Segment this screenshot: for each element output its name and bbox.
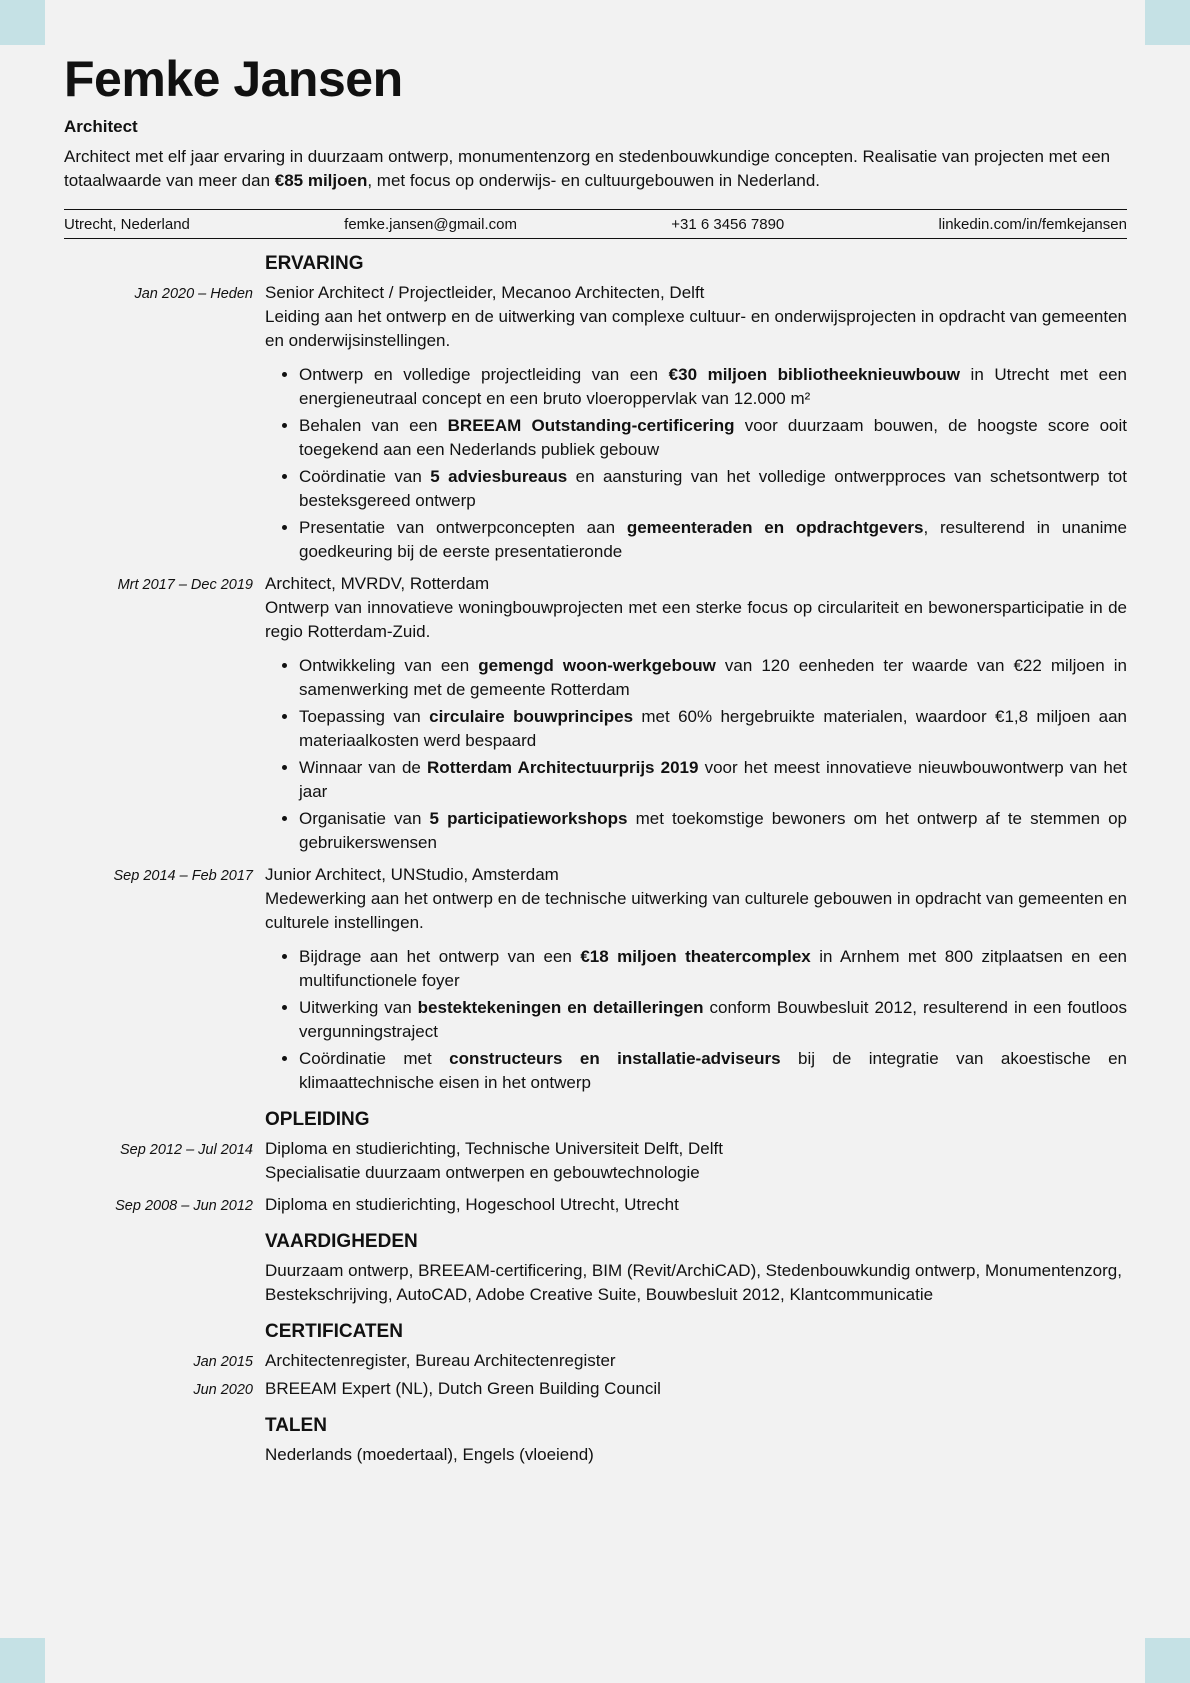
skills-text: Duurzaam ontwerp, BREEAM-certificering, BIM (Revit/ArchiCAD), Stedenbouwkundig ontwerp, Monumentenzorg, Bestekschrijving, AutoCAD, Adobe Creative Suite, Bouwbesluit 2012, Klantcommunicatie	[265, 1261, 1122, 1304]
experience-bullet	[299, 516, 1127, 564]
bullet-text: bij de integratie van akoestische en klimaattechnische eisen in het ontwerp	[299, 1049, 1127, 1092]
bullet-text: en aansturing van het volledige ontwerpproces van schetsontwerp tot besteksgereed ontwerp	[299, 467, 1127, 510]
experience-date: Mrt 2017 – Dec 2019	[117, 577, 253, 593]
section-title-skills: VAARDIGHEDEN	[265, 1231, 418, 1252]
education-list	[64, 1137, 1127, 1217]
experience-bullet	[299, 1047, 1127, 1095]
experience-bullet	[299, 705, 1127, 753]
job-title: Architect	[64, 117, 138, 136]
experience-bullet	[299, 654, 1127, 702]
certificate-entry	[64, 1349, 1127, 1373]
education-title: Diploma en studierichting, Hogeschool Utrecht, Utrecht	[265, 1195, 679, 1214]
experience-entry	[64, 572, 1127, 855]
section-title-education: OPLEIDING	[265, 1109, 370, 1130]
bullet-text: Coördinatie met	[299, 1049, 450, 1068]
certificate-entry	[64, 1377, 1127, 1401]
bullet-text: Organisatie van	[299, 809, 430, 828]
experience-list	[64, 281, 1127, 1095]
contact-bar	[64, 209, 1127, 239]
section-title-experience: ERVARING	[265, 253, 364, 274]
education-entry	[64, 1137, 1127, 1185]
bullet-highlight: 5 adviesbureaus	[430, 467, 568, 486]
bullet-highlight: 5 participatieworkshops	[429, 809, 628, 828]
education-title: Diploma en studierichting, Technische Universiteit Delft, Delft	[265, 1139, 723, 1158]
experience-role: Junior Architect, UNStudio, Amsterdam	[265, 865, 559, 884]
bullet-text: conform Bouwbesluit 2012, resulterend in een foutloos vergunningstraject	[299, 998, 1127, 1041]
bullet-highlight: BREEAM Outstanding-certificering	[447, 416, 735, 435]
education-date: Sep 2012 – Jul 2014	[119, 1142, 253, 1158]
corner-decoration-top-left	[0, 0, 45, 45]
education-date: Sep 2008 – Jun 2012	[115, 1198, 253, 1214]
bullet-text: Ontwikkeling van een	[299, 656, 479, 675]
bullet-highlight: bestektekeningen en detailleringen	[417, 998, 704, 1017]
certificates-list	[64, 1349, 1127, 1401]
bullet-text: Winnaar van de	[299, 758, 428, 777]
bullet-highlight: Rotterdam Architectuurprijs 2019	[427, 758, 699, 777]
bullet-text: voor duurzaam bouwen, de hoogste score ooit toegekend aan een Nederlands publiek gebouw	[299, 416, 1127, 459]
education-entry	[64, 1193, 1127, 1217]
contact-linkedin[interactable]: linkedin.com/in/femkejansen	[938, 216, 1127, 233]
experience-bullet	[299, 756, 1127, 804]
bullet-text: Coördinatie van	[299, 467, 431, 486]
bullet-highlight: circulaire bouwprincipes	[429, 707, 634, 726]
experience-bullet	[299, 414, 1127, 462]
bullet-text: in Arnhem met 800 zitplaatsen en een multifunctionele foyer	[299, 947, 1127, 990]
contact-email[interactable]: femke.jansen@gmail.com	[344, 216, 517, 233]
bullet-highlight: €30 miljoen bibliotheeknieuwbouw	[668, 365, 960, 384]
bullet-highlight: gemeenteraden en opdrachtgevers	[626, 518, 924, 537]
bullet-text: Behalen van een	[299, 416, 448, 435]
section-title-certificates: CERTIFICATEN	[265, 1321, 403, 1342]
bullet-text: in Utrecht met een energieneutraal concept en een bruto vloeroppervlak van 12.000 m²	[299, 365, 1127, 408]
resume-page	[64, 52, 1127, 1467]
profile-summary: Architect met elf jaar ervaring in duurzaam ontwerp, monumentenzorg en stedenbouwkundige concepten. Realisatie van projecten met een totaalwaarde van meer dan €85 miljoen, met focus op onderwijs- en cultuurgebouwen in Nederland.	[64, 147, 1111, 190]
bullet-text: Presentatie van ontwerpconcepten aan	[299, 518, 627, 537]
bullet-highlight: constructeurs en installatie-adviseurs	[449, 1049, 781, 1068]
experience-description: Ontwerp van innovatieve woningbouwprojecten met een sterke focus op circulariteit en bewonersparticipatie in de regio Rotterdam-Zuid.	[265, 598, 1127, 641]
experience-role: Senior Architect / Projectleider, Mecanoo Architecten, Delft	[265, 283, 705, 302]
experience-date: Jan 2020 – Heden	[134, 286, 253, 302]
experience-bullet	[299, 363, 1127, 411]
bullet-text: Toepassing van	[299, 707, 430, 726]
experience-bullet	[299, 945, 1127, 993]
experience-entry	[64, 281, 1127, 564]
section-title-languages: TALEN	[265, 1415, 327, 1436]
corner-decoration-bottom-left	[0, 1638, 45, 1683]
corner-decoration-top-right	[1145, 0, 1190, 45]
certificate-date: Jan 2015	[193, 1354, 253, 1370]
candidate-name: Femke Jansen	[64, 51, 403, 107]
bullet-text: voor het meest innovatieve nieuwbouwontwerp van het jaar	[299, 758, 1127, 801]
bullet-text: Ontwerp en volledige projectleiding van een	[299, 365, 669, 384]
experience-bullet	[299, 465, 1127, 513]
experience-role: Architect, MVRDV, Rotterdam	[265, 574, 490, 593]
bullet-text: Bijdrage aan het ontwerp van een	[299, 947, 581, 966]
certificate-date: Jun 2020	[193, 1382, 253, 1398]
contact-location: Utrecht, Nederland	[64, 216, 190, 233]
experience-date: Sep 2014 – Feb 2017	[113, 868, 253, 884]
experience-bullets	[265, 654, 1127, 855]
experience-bullet	[299, 996, 1127, 1044]
education-description: Specialisatie duurzaam ontwerpen en gebouwtechnologie	[265, 1163, 700, 1182]
bullet-text: Uitwerking van	[299, 998, 418, 1017]
bullet-text: van 120 eenheden ter waarde van €22 miljoen in samenwerking met de gemeente Rotterdam	[299, 656, 1127, 699]
bullet-text: met 60% hergebruikte materialen, waardoor €1,8 miljoen aan materiaalkosten werd bespaard	[299, 707, 1127, 750]
languages-text: Nederlands (moedertaal), Engels (vloeiend)	[265, 1445, 594, 1464]
bullet-highlight: gemengd woon-werkgebouw	[478, 656, 716, 675]
experience-bullets	[265, 363, 1127, 564]
certificate-title: Architectenregister, Bureau Architectenregister	[265, 1351, 616, 1370]
contact-phone[interactable]: +31 6 3456 7890	[671, 216, 785, 233]
bullet-text: met toekomstige bewoners om het ontwerp af te stemmen op gebruikerswensen	[299, 809, 1127, 852]
experience-description: Medewerking aan het ontwerp en de technische uitwerking van culturele gebouwen in opdracht van gemeenten en culturele instellingen.	[265, 889, 1127, 932]
experience-description: Leiding aan het ontwerp en de uitwerking van complexe cultuur- en onderwijsprojecten in opdracht van gemeenten en onderwijsinstellingen.	[265, 307, 1127, 350]
experience-bullet	[299, 807, 1127, 855]
corner-decoration-bottom-right	[1145, 1638, 1190, 1683]
experience-entry	[64, 863, 1127, 1095]
certificate-title: BREEAM Expert (NL), Dutch Green Building Council	[265, 1379, 661, 1398]
bullet-text: , resulterend in unanime goedkeuring bij de eerste presentatieronde	[299, 518, 1127, 561]
experience-bullets	[265, 945, 1127, 1095]
bullet-highlight: €18 miljoen theatercomplex	[580, 947, 811, 966]
